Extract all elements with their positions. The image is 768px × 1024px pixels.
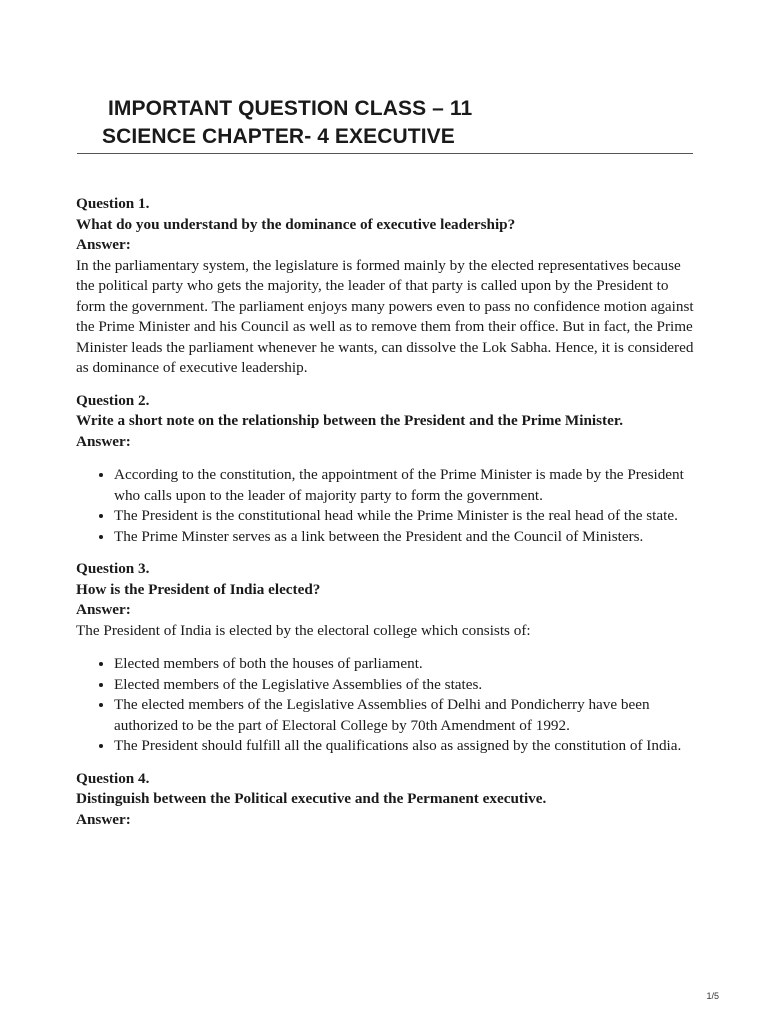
question-4 (76, 769, 696, 831)
question-text: How is the President of India elected? (76, 580, 321, 598)
answer-paragraph: In the parliamentary system, the legislature is formed mainly by the elected representatives because the political party who gets the majority, the leader of that party is called upon by the President to form the government. The parliament enjoys many powers even to pass no confidence motion against the Prime Minister and his Council as well as to remove them from their office. But in fact, the Prime Minister leads the parliament whenever he wants, can dissolve the Lok Sabha. Hence, it is considered as dominance of executive leadership. (76, 256, 694, 376)
question-1 (76, 194, 696, 379)
question-3 (76, 559, 696, 757)
answer-bullet-list (76, 465, 696, 547)
title-divider (77, 153, 693, 154)
question-list (76, 194, 696, 842)
question-text: Write a short note on the relationship between the President and the Prime Minister. (76, 412, 623, 429)
question-label: Question 3. (76, 560, 150, 577)
answer-label: Answer: (76, 432, 131, 450)
question-text: Distinguish between the Political executive and the Permanent executive. (76, 790, 547, 807)
answer-bullet: • The Prime Minster serves as a link between the President and the Council of Ministers. (114, 527, 696, 548)
answer-bullet-list (76, 654, 696, 757)
document-title (0, 95, 768, 151)
question-2 (76, 391, 696, 548)
answer-bullet: • According to the constitution, the appointment of the Prime Minister is made by the President who calls upon to the leader of majority party to form the government. (114, 465, 696, 506)
answer-label: Answer: (76, 810, 131, 828)
answer-label: Answer: (76, 236, 131, 253)
question-label: Question 1. (76, 195, 150, 212)
answer-bullet: • The President is the constitutional head while the Prime Minister is the real head of the state. (114, 506, 696, 527)
answer-bullet: • Elected members of the Legislative Assemblies of the states. (114, 675, 696, 696)
answer-label: Answer: (76, 601, 131, 618)
answer-bullet: • The elected members of the Legislative Assemblies of Delhi and Pondicherry have been authorized to be the part of Electoral College by 70th Amendment of 1992. (114, 695, 696, 736)
page-number: 1/5 (706, 991, 719, 1001)
question-label: Question 2. (76, 391, 150, 409)
answer-paragraph: The President of India is elected by the electoral college which consists of: (76, 621, 531, 639)
title-line-1: IMPORTANT QUESTION CLASS – 11 (108, 97, 473, 120)
question-label: Question 4. (76, 769, 150, 787)
title-line-2: SCIENCE CHAPTER- 4 EXECUTIVE (102, 125, 455, 148)
answer-bullet: • Elected members of both the houses of parliament. (114, 654, 696, 675)
answer-bullet: • The President should fulfill all the qualifications also as assigned by the constitution of India. (114, 736, 696, 757)
question-text: What do you understand by the dominance of executive leadership? (76, 215, 516, 233)
